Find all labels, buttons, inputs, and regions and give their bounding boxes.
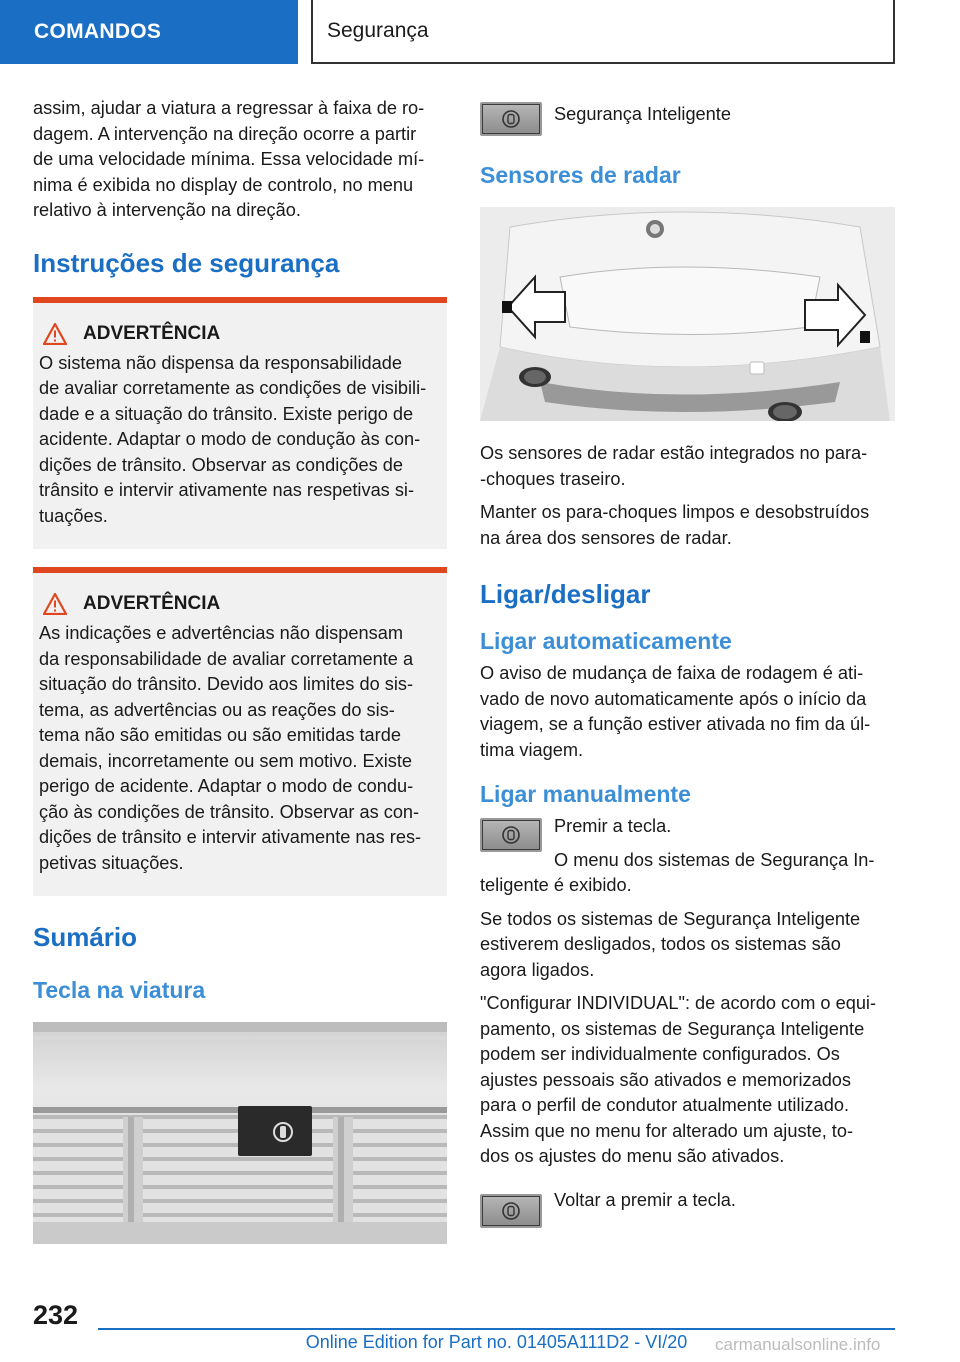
individual-text [480,991,895,1170]
key-label: Segurança Inteligente [554,104,731,124]
intro-text-line: de uma velocidade mínima. Essa velocidade mí- [33,149,425,169]
warning-text-line: tema não são emitidas ou são emitidas tarde [39,725,401,745]
warning-text-line: trânsito e intervir ativamente nas respetivas si- [39,480,415,500]
radar-text [480,500,895,551]
warning-text-line: ção às condições de trânsito. Observar as con- [39,801,420,822]
intro-text-line: relativo à intervenção na direção. [33,200,301,220]
left-column [33,96,447,1244]
rear-bumper-radar-photo [480,207,895,421]
auto-text-line: vado de novo automaticamente após o início da [480,688,867,709]
onoff-heading: Ligar/desligar [480,579,651,609]
individual-paragraph [480,991,895,1170]
all-off-text-line: Se todos os sistemas de Segurança Inteligente [480,908,861,929]
right-column [480,102,895,1228]
warning-text-line: demais, incorretamente ou sem motivo. Existe [39,750,412,771]
warning-text [39,351,441,530]
auto-text-line: viagem, se a função estiver ativada no fim da úl- [480,714,871,734]
chapter-tab [0,0,298,64]
radar-heading: Sensores de radar [480,162,681,188]
radar-text-line: Os sensores de radar estão integrados no para- [480,443,868,463]
press-again-row [480,1188,895,1228]
intro-text-line: nima é exibida no display de controlo, no menu [33,174,414,195]
warning-text-line: dições de trânsito. Observar as condições de [39,454,403,475]
intro-paragraph [33,96,447,224]
summary-heading: Sumário [33,922,138,952]
dashboard-button-photo [33,1022,447,1244]
individual-text-line: "Configurar INDIVIDUAL": de acordo com o equi- [480,993,877,1013]
individual-text-line: ajustes pessoais são ativados e memorizados [480,1069,852,1090]
page-number: 232 [33,1300,79,1330]
warning-text-line: da responsabilidade de avaliar corretamente a [39,648,414,669]
auto-heading: Ligar automaticamente [480,628,732,654]
menu-shown-text-a: O menu dos sistemas de Segurança In- [554,849,875,870]
intelligent-safety-icon [501,109,521,129]
individual-text-line: para o perfil de condutor atualmente utilizado. [480,1095,850,1115]
warning-text-line: de avaliar corretamente as condições de visibili- [39,378,427,398]
warning-text-line: tema, as advertências ou as reações do sis- [39,699,395,720]
all-off-text [480,907,895,984]
all-off-text-line: estiverem desligados, todos os sistemas são [480,934,841,954]
radar-paragraph-2 [480,500,895,551]
individual-text-line: pamento, os sistemas de Segurança Inteligente [480,1018,865,1039]
manual-heading: Ligar manualmente [480,781,691,807]
menu-shown-text-b: teligente é exibido. [480,875,632,895]
safety-heading: Instruções de segurança [33,247,340,278]
warning-text-line: situação do trânsito. Devido aos limites do sis- [39,674,414,694]
warning-box-2 [33,567,447,896]
button-heading: Tecla na viatura [33,977,206,1003]
press-key-row [480,814,895,873]
warning-box-1 [33,297,447,550]
warning-text-line: As indicações e advertências não dispensam [39,623,403,643]
section-title: Segurança [327,19,429,42]
warning-text-2 [39,621,441,876]
intro-text-line: dagem. A intervenção na direção ocorre a partir [33,123,417,144]
warning-title-2 [43,593,441,615]
warning-text-line: dições de trânsito e intervir ativamente nas res- [39,827,422,847]
warning-text [39,621,441,876]
warning-triangle-icon [43,323,67,345]
intelligent-safety-key [480,818,542,852]
intro-text-line: assim, ajudar a viatura a regressar à faixa de ro- [33,98,425,118]
warning-text-line: dade e a situação do trânsito. Existe perigo de [39,403,414,424]
radar-text-line: na área dos sensores de radar. [480,527,732,548]
auto-text [480,661,895,763]
all-off-paragraph [480,907,895,984]
radar-text-line: -choques traseiro. [480,468,626,489]
auto-text-line: tima viagem. [480,739,584,760]
warning-text-line: acidente. Adaptar o modo de condução às con- [39,429,421,449]
individual-text-line: Assim que no menu for alterado um ajuste, to- [480,1120,854,1141]
warning-text-line: O sistema não dispensa da responsabilidade [39,352,402,373]
radar-paragraph-1 [480,441,895,492]
intro-text [33,96,447,224]
warning-text-line: petivas situações. [39,852,184,873]
intelligent-safety-icon [501,825,521,845]
warning-label-2: ADVERTÊNCIA [83,593,221,614]
auto-text-line: O aviso de mudança de faixa de rodagem é ati- [480,663,864,683]
intelligent-safety-key-row [480,102,895,136]
section-header [311,0,895,64]
individual-text-line: dos os ajustes do menu são ativados. [480,1146,785,1166]
intelligent-safety-key [480,1194,542,1228]
radar-text [480,441,895,492]
auto-paragraph [480,661,895,763]
warning-label-1: ADVERTÊNCIA [83,322,221,344]
intelligent-safety-key [480,102,542,136]
press-key-text: Premir a tecla. [554,816,672,836]
warning-text-1 [39,351,441,530]
radar-text-line: Manter os para-choques limpos e desobstruídos [480,502,870,522]
edition-footer: Online Edition for Part no. 01405A111D2 - VI/20 [305,1332,688,1352]
individual-text-line: podem ser individualmente configurados. Os [480,1044,840,1064]
warning-text-line: tuações. [39,505,108,526]
watermark: carmanualsonline.info [715,1335,881,1354]
all-off-text-line: agora ligados. [480,959,595,980]
press-again-text: Voltar a premir a tecla. [554,1189,736,1210]
chapter-title: COMANDOS [34,20,162,43]
footer-rule [98,1328,895,1330]
warning-text-line: perigo de acidente. Adaptar o modo de condu- [39,776,414,796]
intelligent-safety-icon [501,1201,521,1221]
warning-title-1 [43,323,441,345]
warning-triangle-icon [43,593,67,615]
